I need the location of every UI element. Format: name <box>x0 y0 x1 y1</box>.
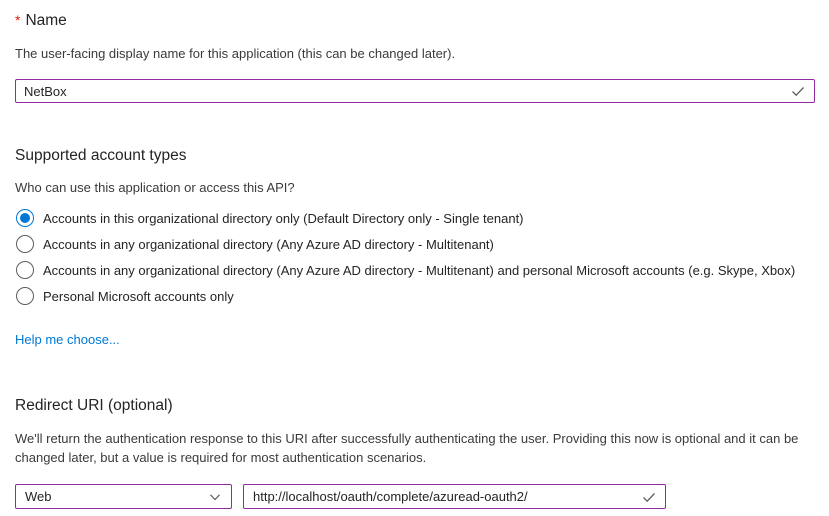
name-title-text: Name <box>25 12 67 29</box>
account-types-question: Who can use this application or access this API? <box>15 180 295 195</box>
redirect-uri-input[interactable] <box>243 484 666 509</box>
radio-multitenant-personal[interactable] <box>15 257 815 283</box>
radio-single-tenant[interactable] <box>15 205 815 231</box>
radio-icon[interactable] <box>16 287 34 305</box>
platform-select-value: Web <box>25 489 52 504</box>
name-description: The user-facing display name for this application (this can be changed later). <box>15 46 456 61</box>
redirect-uri-title: Redirect URI (optional) <box>15 397 173 414</box>
radio-label: Accounts in any organizational directory (Any Azure AD directory - Multitenant) and personal Microsoft accounts (e.g. Skype, Xbox) <box>43 262 796 278</box>
radio-icon[interactable] <box>16 261 34 279</box>
redirect-uri-row <box>15 484 815 509</box>
radio-icon[interactable] <box>16 235 34 253</box>
name-field-wrap <box>15 79 815 103</box>
redirect-uri-description: We'll return the authentication response to this URI after successfully authenticating the user. Providing this now is optional and it can be changed later, but a value is required for most authentication scenarios. <box>15 431 799 465</box>
name-input[interactable] <box>15 79 815 103</box>
required-marker: * <box>15 12 21 28</box>
radio-label: Accounts in this organizational directory only (Default Directory only - Single tenant) <box>43 210 524 226</box>
platform-select[interactable] <box>15 484 232 509</box>
account-type-radio-group <box>15 205 815 309</box>
account-types-title: Supported account types <box>15 147 187 164</box>
radio-label: Accounts in any organizational directory (Any Azure AD directory - Multitenant) <box>43 236 494 252</box>
help-me-choose-link[interactable]: Help me choose... <box>15 332 120 347</box>
chevron-down-icon <box>208 490 222 504</box>
radio-personal-only[interactable] <box>15 283 815 309</box>
radio-multitenant[interactable] <box>15 231 815 257</box>
radio-label: Personal Microsoft accounts only <box>43 288 234 304</box>
redirect-uri-field-wrap <box>243 484 666 509</box>
name-section-title <box>15 11 815 30</box>
radio-icon[interactable] <box>16 209 34 227</box>
